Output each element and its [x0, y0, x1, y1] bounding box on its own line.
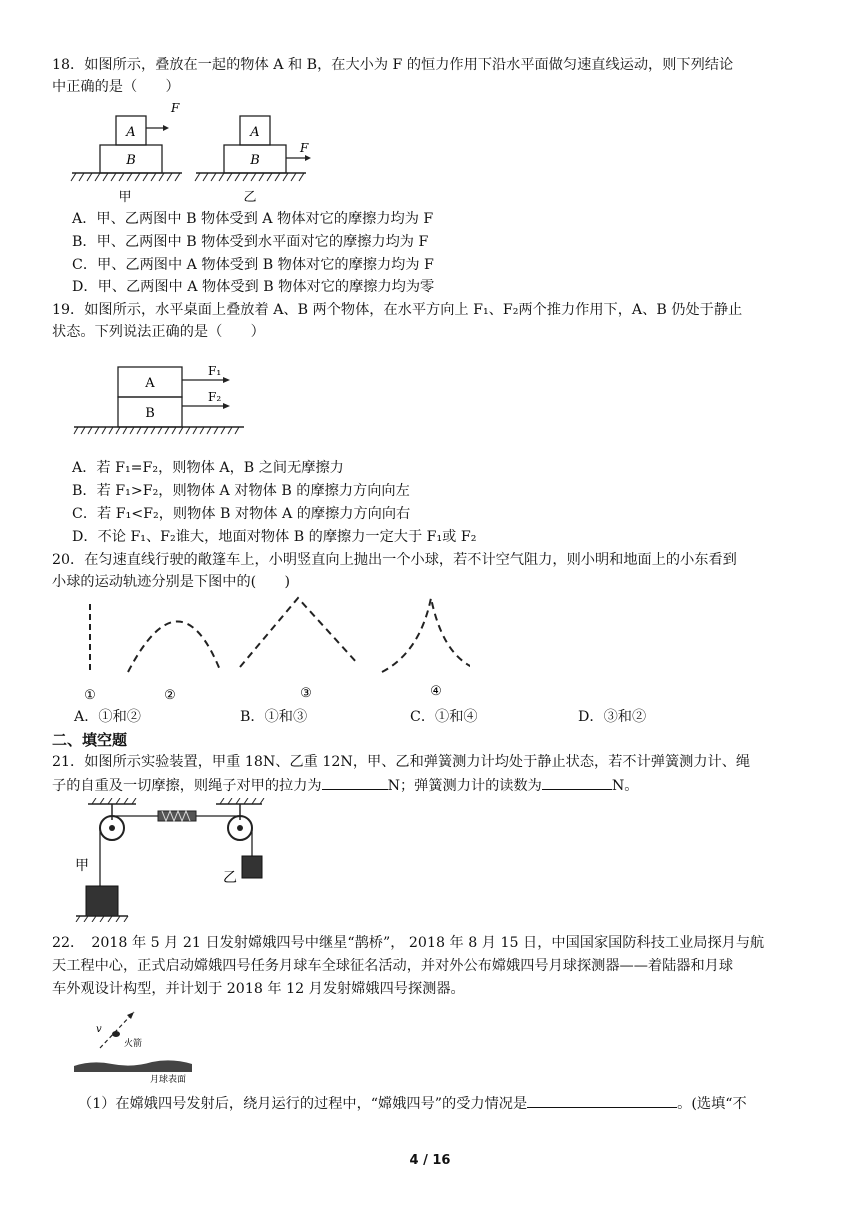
- q20-label-1: ①: [84, 688, 96, 703]
- q21-right-pulley-axle: [237, 825, 243, 831]
- q19-option-a[interactable]: A．若 F₁=F₂，则物体 A，B 之间无摩擦力: [72, 460, 344, 476]
- q22-velocity-arrowhead-icon: [127, 1012, 134, 1019]
- q20-stem-line1: 20．在匀速直线行驶的敞篷车上，小明竖直向上抛出一个小球，若不计空气阻力，则小明和地面上的小东看到: [52, 552, 737, 568]
- q22-answer-blank-1[interactable]: [527, 1093, 677, 1108]
- q18-jia-label-f: F: [171, 101, 180, 115]
- q22-stem-line3: 车外观设计构型，并计划于 2018 年 12 月发射嫦娥四号探测器。: [52, 981, 465, 997]
- q19-stem-line2: 状态。下列说法正确的是（ ）: [52, 324, 265, 340]
- q20-figure: [70, 592, 470, 704]
- q22-rocket-icon: [112, 1031, 120, 1037]
- q18-option-b[interactable]: B．甲、乙两图中 B 物体受到水平面对它的摩擦力均为 F: [72, 234, 429, 250]
- q19-label-f2: F₂: [208, 390, 222, 404]
- q19-f1-arrowhead-icon: [223, 377, 230, 383]
- q19-figure: [70, 358, 250, 440]
- page-number: 4 / 16: [409, 1153, 451, 1168]
- q18-yi-label-a: A: [250, 125, 260, 140]
- q22-label-v: v: [96, 1024, 102, 1035]
- q22-subquestion-1: [78, 1093, 747, 1114]
- q18-jia-arrowhead-icon: [163, 125, 169, 131]
- q21-weight-jia: [86, 886, 118, 916]
- q20-trajectory-4: [382, 598, 470, 672]
- q18-yi-label-b: B: [250, 153, 260, 168]
- q22-stem-line1: 22． 2018 年 5 月 21 日发射嫦娥四号中继星“鹊桥”， 2018 年 8 月 15 日，中国国家国防科技工业局探月与航: [52, 935, 765, 951]
- q22-sub1-tail: 。(选填“不: [677, 1096, 747, 1112]
- q19-option-c[interactable]: C．若 F₁<F₂，则物体 B 对物体 A 的摩擦力方向向右: [72, 506, 411, 522]
- q21-ceiling-left-hatch: [92, 798, 136, 804]
- q22-figure: [72, 1006, 202, 1086]
- q18-jia-label-a: A: [126, 125, 136, 140]
- q21-text-part3: N。: [611, 778, 639, 794]
- q21-weight-yi: [242, 856, 262, 878]
- q18-stem-line1: 18．如图所示，叠放在一起的物体 A 和 B，在大小为 F 的恒力作用下沿水平面做匀速直线运动，则下列结论: [52, 57, 734, 73]
- q19-ground-hatch: [74, 427, 239, 434]
- q22-label-surface: 月球表面: [150, 1075, 187, 1085]
- q22-label-rocket: 火箭: [124, 1039, 143, 1049]
- q19-option-b[interactable]: B．若 F₁>F₂，则物体 A 对物体 B 的摩擦力方向向左: [72, 483, 410, 499]
- q18-yi-arrowhead-icon: [305, 155, 311, 161]
- q20-option-b[interactable]: B．①和③: [240, 709, 308, 725]
- q18-yi-label-f: F: [300, 141, 309, 155]
- q18-figure: [70, 100, 320, 208]
- q18-option-d[interactable]: D．甲、乙两图中 A 物体受到 B 物体对它的摩擦力均为零: [72, 279, 435, 295]
- q20-stem-line2: 小球的运动轨迹分别是下图中的( ): [52, 574, 291, 590]
- q19-label-b: B: [145, 406, 155, 421]
- q22-moon-surface: [74, 1060, 192, 1072]
- q20-trajectory-2: [128, 621, 220, 672]
- q21-label-jia: 甲: [75, 858, 89, 874]
- q20-trajectory-3: [240, 598, 358, 667]
- q19-stem-line1: 19．如图所示，水平桌面上叠放着 A、B 两个物体，在水平方向上 F₁、F₂两个推力作用下，A、B 仍处于静止: [52, 302, 743, 318]
- q20-option-a[interactable]: A．①和②: [74, 709, 141, 725]
- q21-answer-blank-2[interactable]: [542, 775, 612, 790]
- q21-left-pulley-axle: [109, 825, 115, 831]
- q19-label-a: A: [145, 376, 155, 391]
- q20-label-4: ④: [430, 684, 442, 699]
- q18-jia-label-b: B: [126, 153, 136, 168]
- q21-text-part1: 子的自重及一切摩擦，则绳子对甲的拉力为: [52, 778, 322, 794]
- q21-text-part2: N；弹簧测力计的读数为: [387, 778, 542, 794]
- q21-answer-blank-1[interactable]: [322, 775, 388, 790]
- q21-figure: [70, 798, 270, 922]
- q18-stem-line2: 中正确的是（ ）: [52, 79, 180, 95]
- q18-yi-caption: 乙: [243, 190, 257, 205]
- section-heading-fill-in: 二、填空题: [52, 731, 128, 749]
- q19-label-f1: F₁: [208, 364, 222, 378]
- q22-stem-line2: 天工程中心，正式启动嫦娥四号任务月球车全球征名活动，并对外公布嫦娥四号月球探测器——着陆器和月球: [52, 958, 734, 974]
- q20-option-c[interactable]: C．①和④: [410, 709, 478, 725]
- q21-stem-line1: 21．如图所示实验装置，甲重 18N、乙重 12N，甲、乙和弹簧测力计均处于静止状态，若不计弹簧测力计、绳: [52, 754, 751, 770]
- q22-sub1-text: （1）在嫦娥四号发射后，绕月运行的过程中，“嫦娥四号”的受力情况是: [78, 1096, 528, 1112]
- q19-f2-arrowhead-icon: [223, 403, 230, 409]
- q21-ground-hatch: [76, 916, 128, 922]
- q18-option-a[interactable]: A．甲、乙两图中 B 物体受到 A 物体对它的摩擦力均为 F: [72, 211, 434, 227]
- q18-yi-ground-hatch: [195, 173, 304, 181]
- q21-label-yi: 乙: [223, 870, 237, 886]
- q18-jia-caption: 甲: [118, 190, 132, 205]
- q18-option-c[interactable]: C．甲、乙两图中 A 物体受到 B 物体对它的摩擦力均为 F: [72, 257, 434, 273]
- q20-label-3: ③: [300, 686, 312, 701]
- q21-stem-line2: [52, 775, 638, 796]
- q20-option-d[interactable]: D．③和②: [578, 709, 647, 725]
- q20-label-2: ②: [164, 688, 176, 703]
- q18-jia-ground-hatch: [71, 173, 180, 181]
- q19-option-d[interactable]: D．不论 F₁、F₂谁大，地面对物体 B 的摩擦力一定大于 F₁或 F₂: [72, 529, 477, 545]
- q21-ceiling-right-hatch: [220, 798, 264, 804]
